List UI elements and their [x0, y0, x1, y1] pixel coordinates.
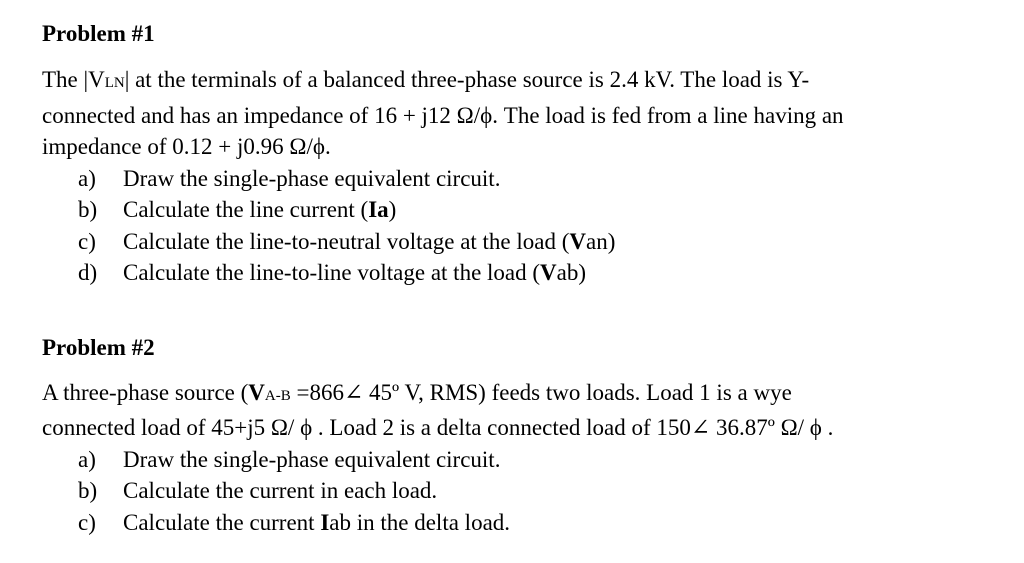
part-marker: b): [78, 197, 98, 222]
problem-1-line-2: connected and has an impedance of 16 + j12 Ω/ϕ. The load is fed from a line having an: [42, 102, 844, 128]
part-text: Calculate the line-to-line voltage at the load (: [123, 260, 541, 285]
problem-1-line-1-end: | at the terminals of a balanced three-phase source is 2.4 kV. The load is Y-: [124, 67, 810, 92]
problem-1-statement: [42, 64, 1002, 163]
vln-subscript: LN: [104, 75, 125, 91]
problem-1-parts: [42, 163, 1002, 289]
part-text: Draw the single-phase equivalent circuit.: [123, 446, 501, 472]
problem-1-part-b: [78, 194, 1002, 226]
part-bold-symbol: Ia: [368, 197, 389, 222]
part-text: Draw the single-phase equivalent circuit.: [123, 165, 501, 191]
part-marker: a): [78, 446, 96, 472]
problem-1-line-3: impedance of 0.12 + j0.96 Ω/ϕ.: [42, 134, 331, 159]
part-text: Calculate the current in each load.: [123, 478, 438, 503]
part-text: Calculate the current: [123, 509, 321, 535]
problem-2-line-1: [42, 377, 1002, 413]
part-marker: d): [78, 260, 98, 285]
problem-2-heading: Problem #2: [42, 334, 155, 360]
problem-2-parts: [42, 444, 1002, 539]
part-symbol-rest: ab: [556, 260, 579, 285]
part-marker: c): [78, 509, 96, 535]
problem-2: [42, 332, 1002, 539]
part-marker: a): [78, 165, 96, 191]
problem-1-line-1: [42, 64, 1002, 100]
part-symbol-rest: ab in the delta load.: [329, 509, 511, 535]
problem-2-part-c: [78, 507, 1002, 539]
problem-1-line-1-start: The |V: [42, 67, 105, 92]
part-bold-symbol: I: [320, 509, 330, 535]
part-bold-symbol: V: [569, 228, 587, 254]
problem-2-part-b: [78, 475, 1002, 507]
problem-1-part-d: [78, 257, 1002, 289]
problem-2-line-1-start: A three-phase source (: [42, 379, 249, 405]
vab-symbol: V: [248, 379, 265, 405]
part-close: ): [607, 228, 616, 254]
problem-1: [42, 18, 1002, 289]
part-symbol-rest: an: [586, 228, 608, 254]
part-marker: c): [78, 228, 96, 254]
part-text: Calculate the line-to-neutral voltage at the load (: [123, 228, 570, 254]
vab-subscript: A-B: [264, 387, 291, 404]
problem-2-line-1-end: =866∠ 45º V, RMS) feeds two loads. Load 1 is a wye: [290, 379, 792, 405]
part-text: Calculate the line current (: [123, 197, 369, 222]
problem-1-part-a: [78, 163, 1002, 195]
problem-2-statement: [42, 377, 1002, 444]
problem-1-part-c: [78, 226, 1002, 258]
part-bold-symbol: V: [540, 260, 557, 285]
document-page: [42, 18, 1002, 538]
problem-2-part-a: [78, 444, 1002, 476]
problem-2-line-2: connected load of 45+j5 Ω/ ϕ . Load 2 is a delta connected load of 150∠ 36.87º Ω/ ϕ .: [42, 415, 834, 440]
problem-1-heading: Problem #1: [42, 21, 155, 46]
part-close: ): [578, 260, 587, 285]
part-close: ): [388, 197, 397, 222]
part-marker: b): [78, 478, 98, 503]
